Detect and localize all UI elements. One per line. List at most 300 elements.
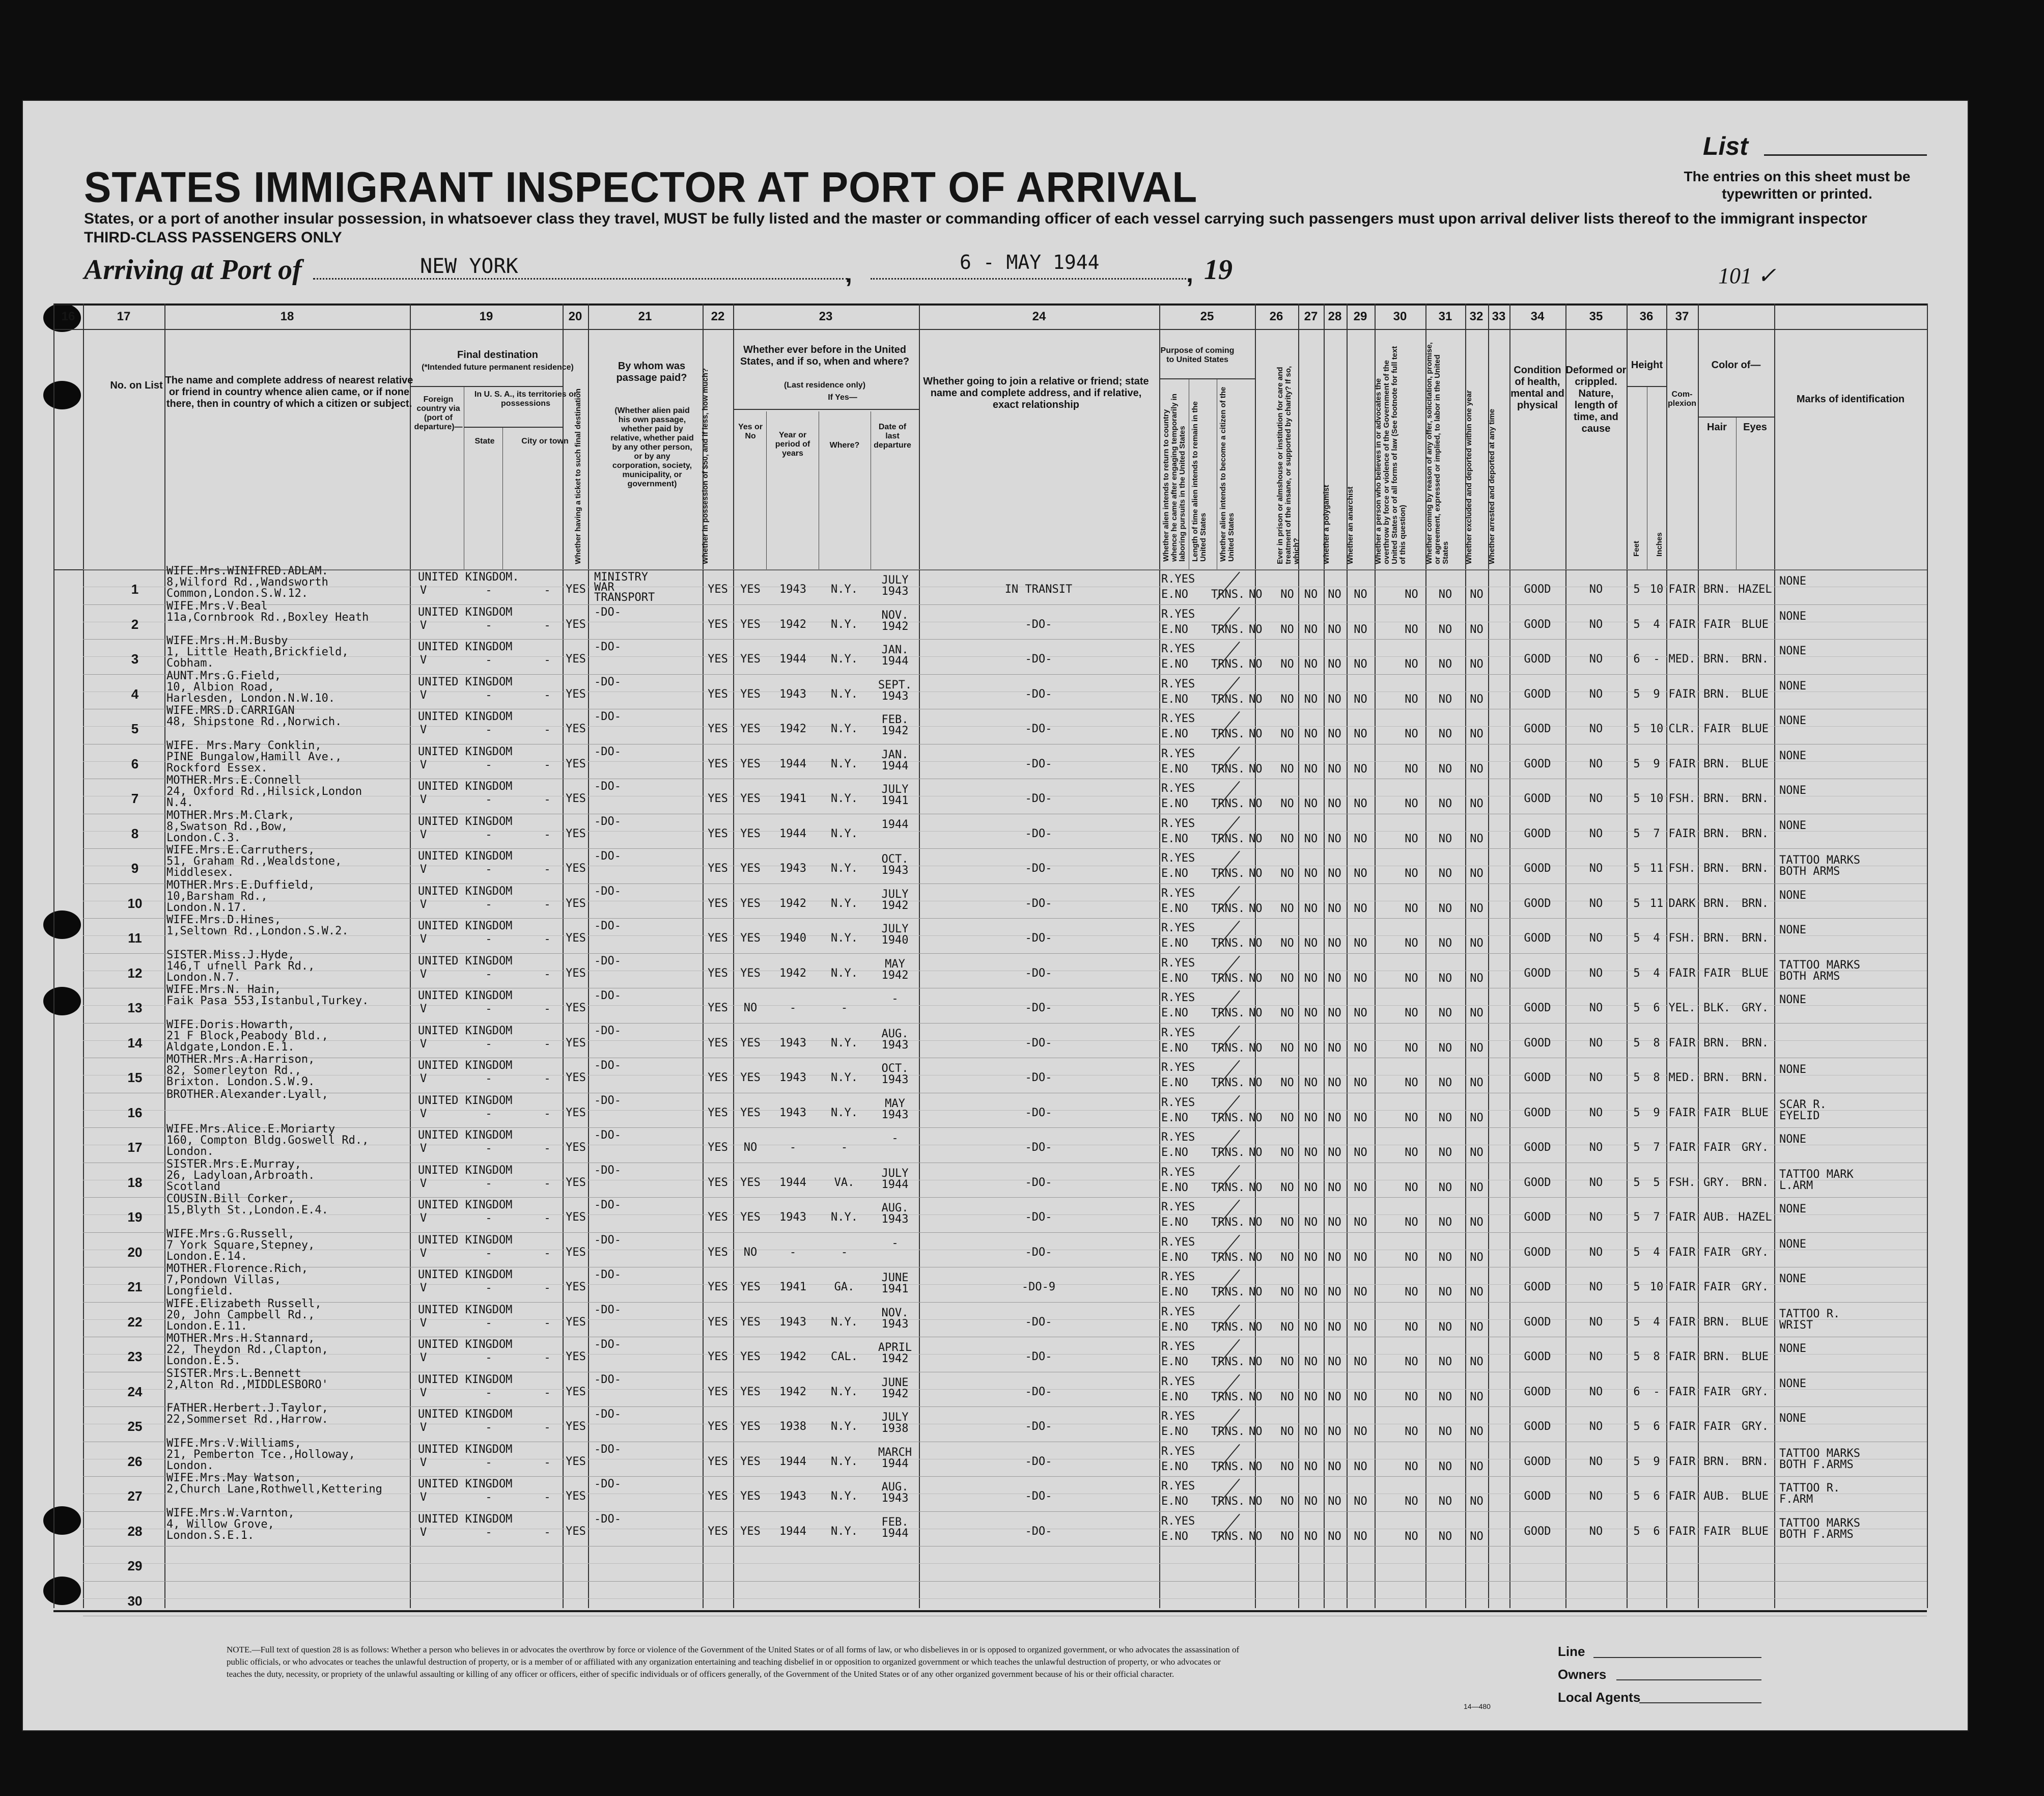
cell-complexion: FAIR: [1668, 1281, 1696, 1293]
cell-money: YES: [708, 1071, 728, 1084]
cell-rel1: WIFE. Mrs.Mary Conklin,: [166, 739, 322, 752]
cell-ticket: YES: [566, 1350, 586, 1363]
row-number: 4: [131, 686, 139, 702]
row-number: 16: [127, 1104, 143, 1120]
cell-prison: NO: [1280, 728, 1294, 740]
row-number: 25: [127, 1419, 143, 1434]
date-blank: [871, 278, 1186, 280]
cell-rel3: London.E.11.: [166, 1319, 247, 1333]
cell-join: -DO-: [1025, 897, 1052, 910]
cell-p1: R.YES: [1161, 922, 1195, 934]
subcolumn-rule: [502, 427, 503, 569]
cell-complexion: FAIR: [1668, 1455, 1696, 1468]
cell-poly: NO: [1304, 1007, 1318, 1019]
cell-health: GOOD: [1524, 723, 1551, 735]
cell-p1: R.YES: [1161, 1270, 1195, 1283]
cell-money: YES: [708, 1106, 728, 1119]
cell-health: GOOD: [1524, 827, 1551, 840]
cell-hair: BRN.: [1703, 1455, 1730, 1468]
cell-q28: NO: [1354, 797, 1367, 810]
cell-q29: NO: [1405, 1495, 1418, 1508]
cell-country: UNITED KINGDOM: [418, 815, 513, 828]
cell-paid1: -DO-: [594, 1059, 621, 1072]
cell-q30: NO: [1438, 1146, 1452, 1159]
cell-rel1: WIFE.Elizabeth Russell,: [166, 1297, 322, 1310]
cell-city: -: [544, 1212, 551, 1225]
cell-paid1: -DO-: [594, 1408, 621, 1421]
cell-before: YES: [740, 1350, 761, 1363]
cell-q30: NO: [1438, 937, 1452, 950]
cell-dep1: APRIL: [878, 1341, 912, 1354]
cell-prison: NO: [1280, 1320, 1294, 1334]
cell-hair: BRN.: [1703, 1036, 1730, 1049]
cell-country: UNITED KINGDOM: [418, 1373, 513, 1386]
cell-before: YES: [740, 792, 761, 805]
cell-length: TRNS.: [1211, 797, 1245, 810]
cell-where: N.Y.: [831, 723, 858, 735]
cell-prison: NO: [1280, 762, 1294, 776]
column-rule: [164, 303, 165, 1608]
cell-health: GOOD: [1524, 757, 1551, 770]
cell-country: UNITED KINGDOM: [418, 1233, 513, 1247]
cell-dep1: JULY: [881, 574, 909, 587]
cell-anar: NO: [1328, 588, 1341, 601]
cell-year: 1941: [779, 1281, 806, 1293]
cell-inches: 10: [1649, 792, 1664, 805]
cell-health: GOOD: [1524, 687, 1551, 701]
cell-rel1: COUSIN.Bill Corker,: [166, 1193, 295, 1205]
cell-p1: R.YES: [1161, 1514, 1195, 1528]
cell-health: GOOD: [1524, 1071, 1551, 1084]
row-number: 24: [127, 1384, 143, 1399]
cell-feet: 5: [1633, 1106, 1640, 1119]
cell-ticket: YES: [566, 1176, 586, 1189]
column-rule: [53, 303, 54, 1608]
column-number-21: 21: [638, 310, 652, 323]
cell-via: V: [420, 1107, 427, 1120]
cell-q28: NO: [1354, 1356, 1367, 1368]
cell-rel2: 48, Shipstone Rd.,Norwich.: [166, 715, 342, 728]
cell-rel1: WIFE.Mrs.May Watson,: [166, 1472, 301, 1484]
cell-state: -: [485, 898, 492, 911]
cell-anar: NO: [1328, 797, 1341, 810]
cell-q29: NO: [1405, 693, 1418, 706]
cell-cit: NO: [1249, 1356, 1263, 1368]
cell-poly: NO: [1304, 1320, 1318, 1334]
cell-hair: BRN.: [1703, 653, 1730, 666]
cell-year: 1943: [779, 1071, 806, 1084]
cell-cit: NO: [1249, 1111, 1263, 1124]
list-note: The entries on this sheet must be typewritten or printed.: [1684, 169, 1911, 202]
cell-join: -DO-: [1025, 792, 1052, 805]
cell-city: -: [544, 1316, 551, 1330]
cell-via: V: [420, 619, 427, 632]
cell-state: -: [485, 1247, 492, 1260]
cell-q29: NO: [1405, 623, 1418, 636]
cell-rel2: 1,Seltown Rd.,London.S.W.2.: [166, 925, 349, 937]
cell-complexion: FSH.: [1668, 792, 1696, 805]
cell-feet: 5: [1633, 757, 1640, 770]
cell-deformed: NO: [1589, 932, 1603, 945]
owners-label: Owners: [1558, 1667, 1607, 1682]
row-number: 14: [127, 1035, 143, 1051]
cell-year: 1942: [779, 897, 806, 910]
column-rule: [1627, 303, 1628, 1608]
cell-country: UNITED KINGDOM: [418, 675, 513, 688]
cell-rel3: London.C.3.: [166, 831, 241, 844]
cell-rel1: MOTHER.Mrs.H.Stannard,: [166, 1332, 315, 1345]
line-label: Line: [1558, 1644, 1585, 1659]
row-number: 6: [131, 756, 139, 771]
cell-where: CAL.: [831, 1350, 858, 1363]
cell-dep2: 1942: [881, 1387, 909, 1400]
cell-year: 1944: [779, 1176, 806, 1189]
cell-state: -: [485, 1421, 492, 1434]
cell-complexion: FSH.: [1668, 932, 1696, 945]
cell-year: 1943: [779, 1036, 806, 1049]
cell-join: -DO-: [1025, 1141, 1052, 1154]
cell-via: V: [420, 1142, 427, 1155]
cell-marks1: NONE: [1779, 679, 1806, 693]
cell-rel2: 11a,Cornbrook Rd.,Boxley Heath: [166, 611, 369, 624]
cell-state: -: [485, 1177, 492, 1190]
cell-where: N.Y.: [831, 792, 858, 805]
cell-feet: 6: [1633, 653, 1640, 666]
subcolumn-rule: [766, 411, 767, 569]
cell-p2: E.NO: [1161, 658, 1188, 671]
cell-rel1: AUNT.Mrs.G.Field,: [166, 669, 282, 682]
cell-deformed: NO: [1589, 757, 1603, 770]
cell-via: V: [420, 1212, 427, 1225]
cell-ticket: YES: [566, 687, 586, 701]
cell-via: V: [420, 1456, 427, 1469]
cell-q29: NO: [1405, 867, 1418, 880]
cell-join: -DO-: [1025, 1002, 1052, 1014]
cell-q31: NO: [1470, 1495, 1483, 1508]
cell-deformed: NO: [1589, 1315, 1603, 1329]
cell-state: -: [485, 1351, 492, 1364]
cell-p2: E.NO: [1161, 1041, 1188, 1055]
cell-q31: NO: [1470, 1041, 1483, 1055]
cell-via: V: [420, 863, 427, 876]
column-rule: [1509, 303, 1510, 1608]
cell-complexion: FAIR: [1668, 1525, 1696, 1538]
cell-before: YES: [740, 1106, 761, 1119]
cell-length: TRNS.: [1211, 1111, 1245, 1124]
cell-dep1: FEB.: [881, 713, 909, 726]
cell-p1: R.YES: [1161, 1305, 1195, 1318]
cell-q31: NO: [1470, 623, 1483, 636]
column-number-36: 36: [1639, 310, 1654, 323]
cell-q30: NO: [1438, 1286, 1452, 1298]
cell-ticket: YES: [566, 897, 586, 910]
cell-marks1: NONE: [1779, 784, 1806, 797]
cell-hair: AUB.: [1703, 1490, 1730, 1503]
cell-health: GOOD: [1524, 1281, 1551, 1293]
cell-money: YES: [708, 687, 728, 701]
cell-eyes: BRN.: [1742, 1071, 1769, 1084]
cell-q30: NO: [1438, 1216, 1452, 1229]
cell-year: 1943: [779, 862, 806, 875]
cell-inches: 4: [1653, 932, 1660, 945]
cell-where: VA.: [834, 1176, 855, 1189]
cell-dep1: JULY: [881, 1411, 909, 1424]
col18-title: Final destination: [457, 349, 538, 361]
cell-p2: E.NO: [1161, 623, 1188, 636]
column-rule: [83, 303, 84, 1608]
cell-state: -: [485, 828, 492, 841]
cell-dep1: AUG.: [881, 1481, 909, 1494]
column-rule: [1774, 303, 1775, 1608]
cell-q28: NO: [1354, 1390, 1367, 1403]
cell-money: YES: [708, 1246, 728, 1259]
cell-p1: R.YES: [1161, 817, 1195, 830]
cell-money: YES: [708, 723, 728, 735]
col34-inches: Inches: [1655, 532, 1664, 557]
col29-header: Whether coming by reason of any offer, solicitation, promise, or agreement, expressed or implied, to labor in the United States: [1425, 342, 1450, 564]
cell-q29: NO: [1405, 1076, 1418, 1089]
cell-health: GOOD: [1524, 1002, 1551, 1014]
cell-country: UNITED KINGDOM: [418, 850, 513, 863]
row-number: 15: [127, 1070, 143, 1085]
cell-where: N.Y.: [831, 1211, 858, 1224]
cell-country: UNITED KINGDOM: [418, 710, 513, 723]
cell-dep1: JUNE: [881, 1272, 909, 1284]
cell-eyes: GRY.: [1742, 1002, 1769, 1014]
cell-cit: NO: [1249, 797, 1263, 810]
cell-marks2: L.ARM: [1779, 1179, 1813, 1192]
row-rule: [83, 1563, 1927, 1564]
cell-hair: FAIR: [1703, 1525, 1730, 1538]
cell-paid1: -DO-: [594, 780, 621, 793]
cell-p1: R.YES: [1161, 607, 1195, 621]
cell-p1: R.YES: [1161, 956, 1195, 970]
cell-rel3: London.N.17.: [166, 901, 247, 914]
cell-cit: NO: [1249, 623, 1263, 636]
cell-city: -: [544, 933, 551, 946]
cell-year: 1944: [779, 653, 806, 666]
column-number-27: 27: [1304, 310, 1318, 323]
cell-join: -DO-9: [1021, 1281, 1056, 1293]
cell-hair: BRN.: [1703, 1315, 1730, 1329]
cell-ticket: YES: [566, 792, 586, 805]
cell-country: UNITED KINGDOM: [418, 1094, 513, 1107]
column-number-33: 33: [1492, 310, 1506, 323]
col20-title: By whom was passage paid?: [616, 361, 687, 383]
cell-rel1: MOTHER.Mrs.E.Connell: [166, 774, 301, 787]
cell-paid1: -DO-: [594, 815, 621, 828]
cell-rel2: 21, Pemberton Tce.,Holloway,: [166, 1448, 355, 1461]
cell-before: YES: [740, 723, 761, 735]
cell-health: GOOD: [1524, 862, 1551, 875]
cell-eyes: BLUE: [1742, 1106, 1769, 1119]
cell-anar: NO: [1328, 1007, 1341, 1019]
cell-anar: NO: [1328, 972, 1341, 985]
cell-country: UNITED KINGDOM: [418, 1199, 513, 1211]
cell-q30: NO: [1438, 1390, 1452, 1403]
column-number-30: 30: [1393, 310, 1407, 323]
cell-length: TRNS.: [1211, 658, 1245, 671]
cell-eyes: BRN.: [1742, 792, 1769, 805]
header-rule: [1698, 417, 1774, 418]
cell-join: -DO-: [1025, 827, 1052, 840]
cell-q29: NO: [1405, 1007, 1418, 1019]
cell-deformed: NO: [1589, 827, 1603, 840]
cell-dep1: AUG.: [881, 1202, 909, 1214]
cell-eyes: BRN.: [1742, 932, 1769, 945]
cell-before: YES: [740, 1211, 761, 1224]
cell-feet: 5: [1633, 932, 1640, 945]
col24-c: Whether alien intends to become a citizen of the United States: [1219, 386, 1236, 562]
cell-year: 1943: [779, 687, 806, 701]
cell-complexion: FAIR: [1668, 1350, 1696, 1363]
cell-q28: NO: [1354, 1216, 1367, 1229]
row-number: 2: [131, 616, 139, 632]
cell-ticket: YES: [566, 653, 586, 666]
cell-marks1: NONE: [1779, 714, 1806, 727]
cell-feet: 5: [1633, 1525, 1640, 1538]
column-number-26: 26: [1269, 310, 1283, 323]
cell-q31: NO: [1470, 1320, 1483, 1334]
cell-state: -: [485, 1491, 492, 1504]
row-number: 13: [127, 1000, 143, 1015]
cell-country: UNITED KINGDOM: [418, 641, 513, 653]
cell-p2: E.NO: [1161, 937, 1188, 950]
row-number: 3: [131, 651, 139, 667]
cell-q31: NO: [1470, 1425, 1483, 1438]
cell-poly: NO: [1304, 658, 1318, 671]
cell-paid1: -DO-: [594, 1303, 621, 1316]
cell-marks1: NONE: [1779, 924, 1806, 936]
cell-where: N.Y.: [831, 827, 858, 840]
cell-money: YES: [708, 792, 728, 805]
cell-where: N.Y.: [831, 687, 858, 701]
cell-join: -DO-: [1025, 723, 1052, 735]
cell-feet: 5: [1633, 792, 1640, 805]
cell-before: YES: [740, 897, 761, 910]
cell-q31: NO: [1470, 1007, 1483, 1019]
cell-year: 1942: [779, 723, 806, 735]
cell-q31: NO: [1470, 658, 1483, 671]
cell-ticket: YES: [566, 966, 586, 980]
cell-health: GOOD: [1524, 792, 1551, 805]
cell-complexion: FAIR: [1668, 827, 1696, 840]
cell-hair: BRN.: [1703, 1350, 1730, 1363]
cell-eyes: BRN.: [1742, 827, 1769, 840]
cell-cit: NO: [1249, 1460, 1263, 1473]
cell-length: TRNS.: [1211, 1041, 1245, 1055]
cell-join: -DO-: [1025, 1176, 1052, 1189]
cell-complexion: FAIR: [1668, 687, 1696, 701]
cell-q30: NO: [1438, 1425, 1452, 1438]
cell-paid1: -DO-: [594, 1478, 621, 1490]
cell-dep2: 1943: [881, 1038, 909, 1052]
cell-anar: NO: [1328, 658, 1341, 671]
cell-paid1: -DO-: [594, 989, 621, 1002]
cell-rel2: 21 F Block,Peabody Bld.,: [166, 1029, 328, 1042]
cell-q30: NO: [1438, 902, 1452, 915]
cell-anar: NO: [1328, 1495, 1341, 1508]
cell-p2: E.NO: [1161, 1076, 1188, 1089]
cell-deformed: NO: [1589, 1036, 1603, 1049]
cell-cit: NO: [1249, 867, 1263, 880]
cell-q31: NO: [1470, 832, 1483, 845]
cell-state: -: [485, 1212, 492, 1225]
cell-p2: E.NO: [1161, 1320, 1188, 1334]
cell-q30: NO: [1438, 623, 1452, 636]
cell-marks1: TATTOO MARKS: [1779, 854, 1860, 867]
cell-country: UNITED KINGDOM: [418, 1268, 513, 1281]
cell-rel2: 8,Wilford Rd.,Wandsworth: [166, 576, 328, 589]
cell-dep2: 1942: [881, 969, 909, 982]
cell-before: YES: [740, 862, 761, 875]
cell-poly: NO: [1304, 1495, 1318, 1508]
cell-year: 1942: [779, 966, 806, 980]
cell-complexion: FAIR: [1668, 1036, 1696, 1049]
column-number-31: 31: [1438, 310, 1452, 323]
column-rule: [1927, 303, 1928, 1608]
cell-eyes: BLUE: [1742, 723, 1769, 735]
cell-prison: NO: [1280, 867, 1294, 880]
cell-country: UNITED KINGDOM: [418, 920, 513, 932]
cell-before: YES: [740, 1071, 761, 1084]
cell-year: 1944: [779, 1455, 806, 1468]
cell-dep2: 1942: [881, 620, 909, 633]
cell-country: UNITED KINGDOM: [418, 954, 513, 968]
cell-rel3: London.: [166, 1145, 214, 1158]
cell-deformed: NO: [1589, 1106, 1603, 1119]
cell-money: YES: [708, 1490, 728, 1503]
col36-hair: Hair: [1707, 422, 1727, 433]
cell-poly: NO: [1304, 1251, 1318, 1264]
cell-money: YES: [708, 1036, 728, 1049]
cell-country: UNITED KINGDOM: [418, 1338, 513, 1351]
form-subtitle: States, or a port of another insular possession, in whatsoever class they travel, MUST be fully listed and the master or commanding officer of each vessel carrying such passengers must upon arrival deliver lists thereof to the immigrant inspector: [84, 210, 1867, 227]
cell-join: -DO-: [1025, 1490, 1052, 1503]
row-number: 26: [127, 1453, 143, 1469]
comma: ,: [1186, 259, 1193, 288]
cell-money: YES: [708, 653, 728, 666]
cell-eyes: BLUE: [1742, 618, 1769, 631]
cell-health: GOOD: [1524, 583, 1551, 596]
cell-length: TRNS.: [1211, 1146, 1245, 1159]
cell-rel1: MOTHER.Mrs.E.Duffield,: [166, 878, 315, 892]
col24-title: Purpose of coming to United States: [1160, 346, 1235, 364]
cell-country: UNITED KINGDOM: [418, 1059, 513, 1072]
cell-hair: FAIR: [1703, 1106, 1730, 1119]
header-rule: [1627, 386, 1666, 387]
cell-money: YES: [708, 1350, 728, 1363]
cell-length: TRNS.: [1211, 1251, 1245, 1264]
cell-prison: NO: [1280, 1146, 1294, 1159]
cell-via: V: [420, 898, 427, 911]
header-rule: [733, 409, 919, 410]
cell-feet: 5: [1633, 618, 1640, 631]
cell-dep2: 1943: [881, 1108, 909, 1121]
cell-p1: R.YES: [1161, 1131, 1195, 1144]
col31-header: Whether arrested and deported at any time: [1488, 408, 1496, 564]
cell-inches: 9: [1653, 1455, 1660, 1468]
cell-where: N.Y.: [831, 1315, 858, 1329]
cell-prison: NO: [1280, 1495, 1294, 1508]
cell-feet: 5: [1633, 723, 1640, 735]
cell-prison: NO: [1280, 1390, 1294, 1403]
cell-eyes: BRN.: [1742, 1036, 1769, 1049]
cell-p1: R.YES: [1161, 1026, 1195, 1039]
cell-rel3: N.4.: [166, 796, 193, 809]
cell-country: UNITED KINGDOM: [418, 780, 513, 793]
cell-anar: NO: [1328, 1286, 1341, 1298]
